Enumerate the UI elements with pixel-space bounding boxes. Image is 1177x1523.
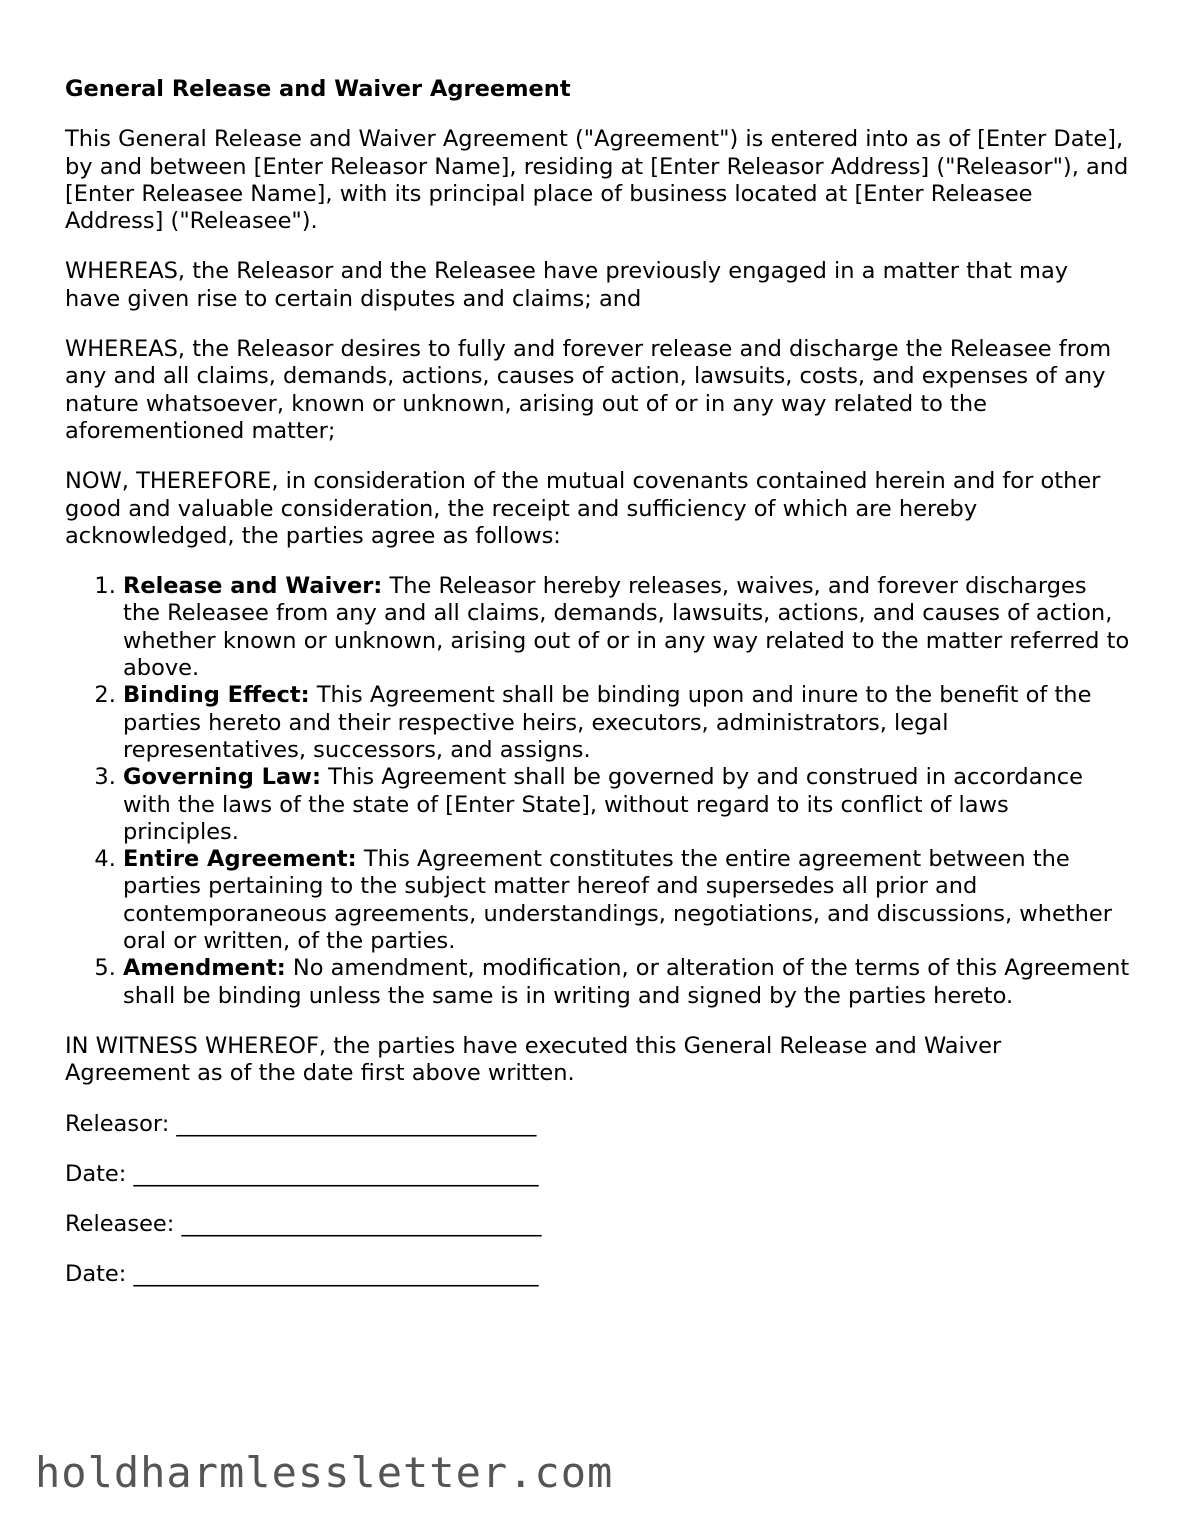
- term-release-and-waiver: [123, 573, 1130, 682]
- term-title: Binding Effect:: [123, 682, 310, 709]
- releasee-signature-line: Releasee: ________________________________: [65, 1211, 542, 1238]
- term-amendment: [123, 955, 1130, 1010]
- releasor-signature-line: Releasor: ________________________________: [65, 1110, 537, 1137]
- document-title: General Release and Waiver Agreement: [65, 76, 571, 102]
- term-title: Entire Agreement:: [123, 846, 357, 873]
- whereas-paragraph-1: WHEREAS, the Releasor and the Releasee have previously engaged in a matter that may have given rise to certain disputes and claims; and: [65, 258, 1069, 312]
- term-governing-law: [123, 764, 1130, 846]
- witness-paragraph: IN WITNESS WHEREOF, the parties have executed this General Release and Waiver Agreement as of the date first above written.: [65, 1032, 1002, 1087]
- term-title: Release and Waiver:: [123, 573, 383, 600]
- now-therefore-paragraph: NOW, THEREFORE, in consideration of the mutual covenants contained herein and for other good and valuable consideration, the receipt and sufficiency of which are hereby acknowledged, the parties agree as follows:: [65, 468, 1101, 549]
- whereas-paragraph-2: WHEREAS, the Releasor desires to fully and forever release and discharge the Releasee from any and all claims, demands, actions, causes of action, lawsuits, costs, and expenses of any nature whatsoever, known or unknown, arising out of or in any way related to the aforementioned matter;: [65, 336, 1112, 444]
- term-text: The Releasor hereby releases, waives, and forever discharges the Releasee from any and all claims, demands, lawsuits, actions, and causes of action, whether known or unknown, arising out of or in any way related to the matter referred to above.: [123, 573, 1130, 682]
- terms-list: [65, 573, 1130, 1010]
- term-entire-agreement: [123, 846, 1130, 955]
- term-text: This Agreement shall be governed by and construed in accordance with the laws of the state of [Enter State], without regard to its conflict of laws principles.: [123, 764, 1083, 845]
- term-binding-effect: [123, 682, 1130, 764]
- term-title: Amendment:: [123, 955, 286, 982]
- term-text: No amendment, modification, or alteration of the terms of this Agreement shall be binding unless the same is in writing and signed by the parties hereto.: [123, 955, 1130, 1009]
- term-title: Governing Law:: [123, 764, 321, 791]
- intro-paragraph: This General Release and Waiver Agreement ("Agreement") is entered into as of [Enter Date], by and between [Enter Releasor Name], residing at [Enter Releasor Address] ("Releasor"), and [Enter Releasee Name], with its principal place of business located at [Enter Releasee Address] ("Releasee").: [65, 126, 1129, 235]
- term-text: This Agreement constitutes the entire agreement between the parties pertaining to the subject matter hereof and supersedes all prior and contemporaneous agreements, understandings, negotiations, and discussions, whether oral or written, of the parties.: [123, 846, 1112, 955]
- releasor-date-line: Date: ____________________________________: [65, 1160, 539, 1187]
- site-watermark: holdharmlessletter.com: [35, 1448, 614, 1497]
- releasee-date-line: Date: ____________________________________: [65, 1261, 539, 1288]
- term-text: This Agreement shall be binding upon and inure to the benefit of the parties hereto and their respective heirs, executors, administrators, legal representatives, successors, and assigns.: [123, 682, 1092, 763]
- agreement-document: [65, 76, 1130, 1312]
